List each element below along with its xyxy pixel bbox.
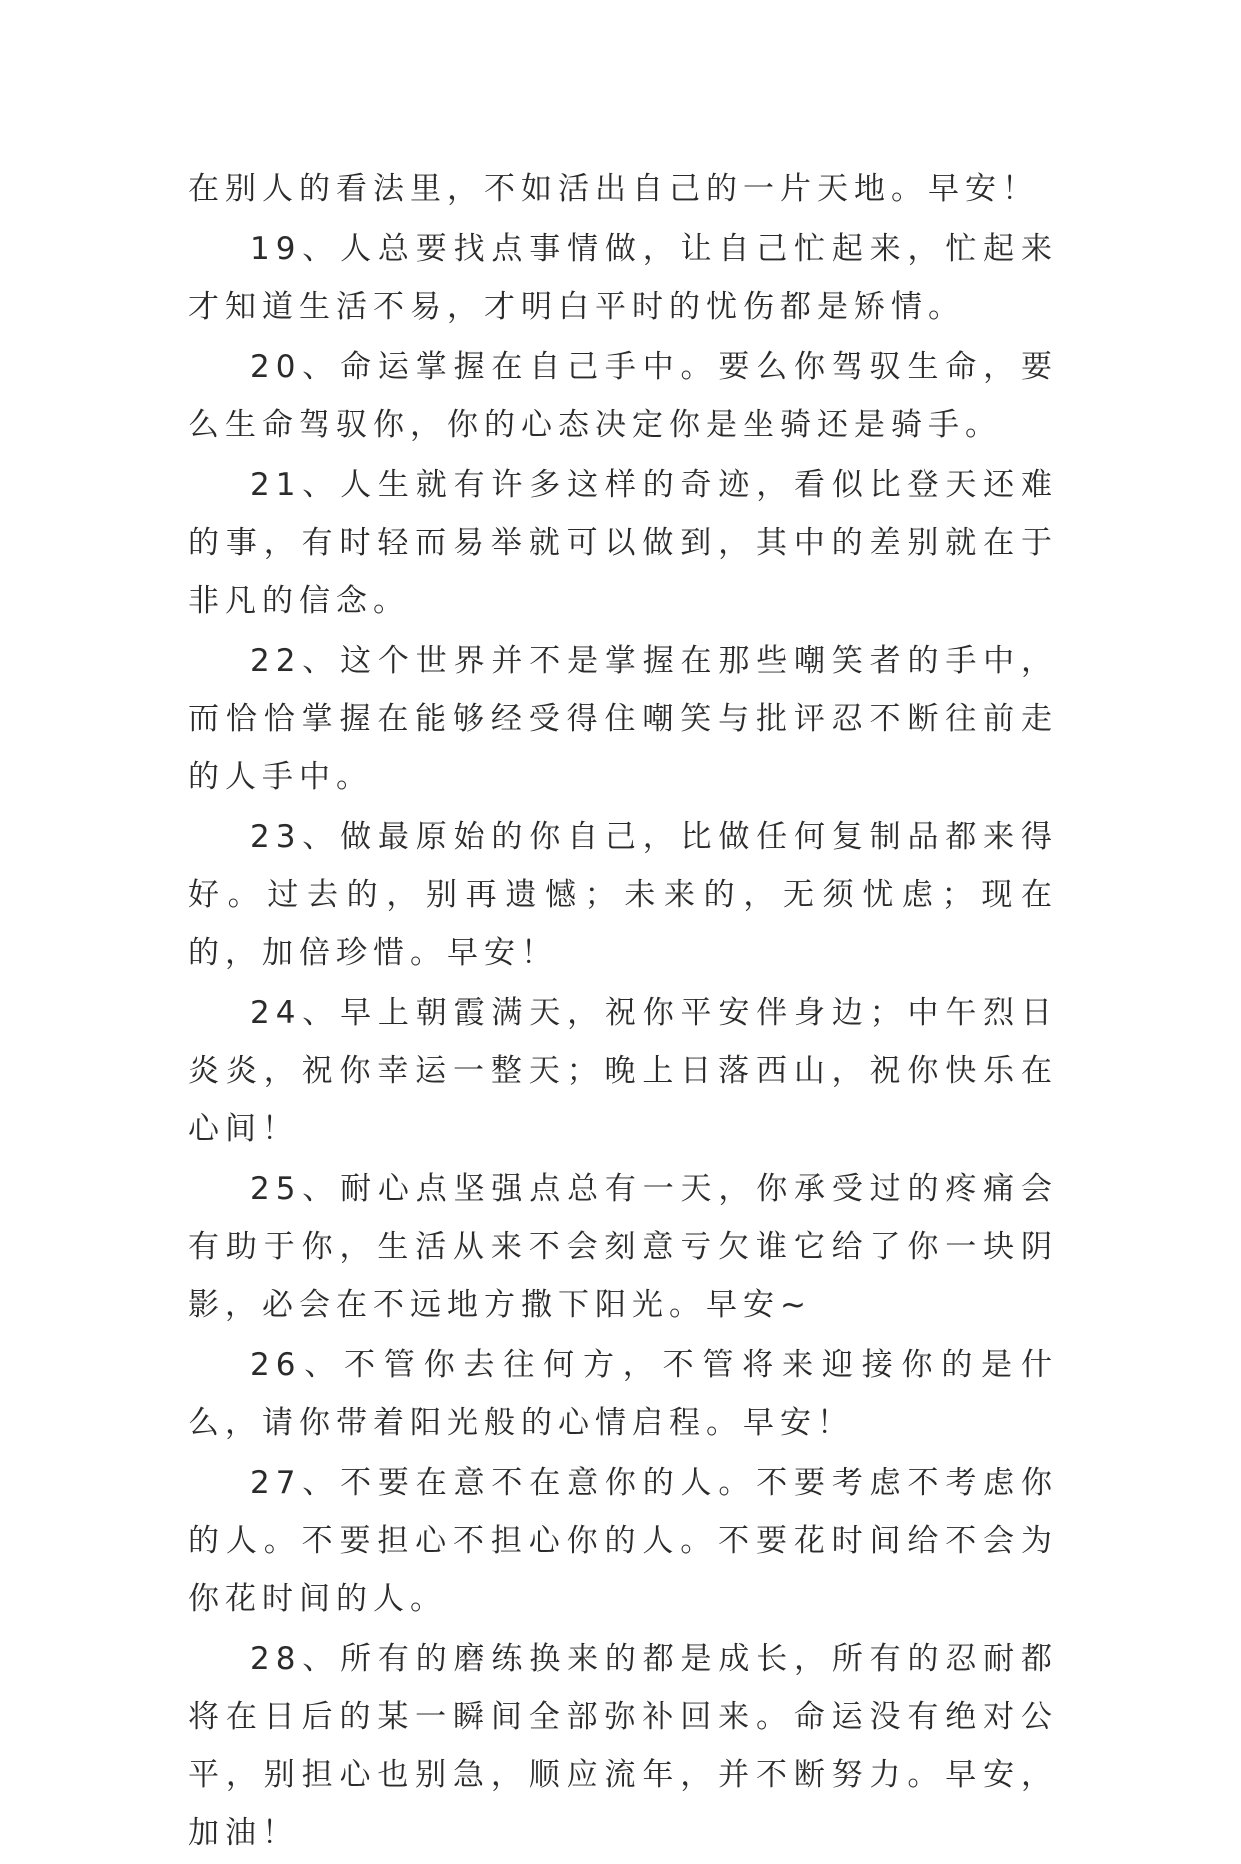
paragraph-27: 27、不要在意不在意你的人。不要考虑不考虑你的人。不要担心不担心你的人。不要花时间给不会为你花时间的人。: [188, 1465, 1058, 1617]
paragraph-20: 20、命运掌握在自己手中。要么你驾驭生命，要么生命驾驭你，你的心态决定你是坐骑还是骑手。: [188, 349, 1058, 443]
paragraph-24: 24、早上朝霞满天，祝你平安伴身边；中午烈日炎炎，祝你幸运一整天；晚上日落西山，祝你快乐在心间！: [188, 995, 1058, 1147]
paragraph-26: 26、不管你去往何方，不管将来迎接你的是什么，请你带着阳光般的心情启程。早安！: [188, 1347, 1058, 1441]
document-page: [188, 160, 1058, 1864]
paragraph-21: 21、人生就有许多这样的奇迹，看似比登天还难的事，有时轻而易举就可以做到，其中的差别就在于非凡的信念。: [188, 467, 1058, 619]
paragraph-28: 28、所有的磨练换来的都是成长，所有的忍耐都将在日后的某一瞬间全部弥补回来。命运没有绝对公平，别担心也别急，顺应流年，并不断努力。早安，加油！: [188, 1641, 1058, 1851]
paragraph-23: 23、做最原始的你自己，比做任何复制品都来得好。过去的，别再遗憾；未来的，无须忧虑；现在的，加倍珍惜。早安！: [188, 819, 1058, 971]
paragraph-22: 22、这个世界并不是掌握在那些嘲笑者的手中，而恰恰掌握在能够经受得住嘲笑与批评忍不断往前走的人手中。: [188, 643, 1058, 795]
paragraph-continued: 在别人的看法里，不如活出自己的一片天地。早安！: [188, 171, 1039, 207]
paragraph-25: 25、耐心点坚强点总有一天，你承受过的疼痛会有助于你，生活从来不会刻意亏欠谁它给了你一块阴影，必会在不远地方撒下阳光。早安~: [188, 1171, 1058, 1323]
paragraph-19: 19、人总要找点事情做，让自己忙起来，忙起来才知道生活不易，才明白平时的忧伤都是矫情。: [188, 231, 1058, 325]
